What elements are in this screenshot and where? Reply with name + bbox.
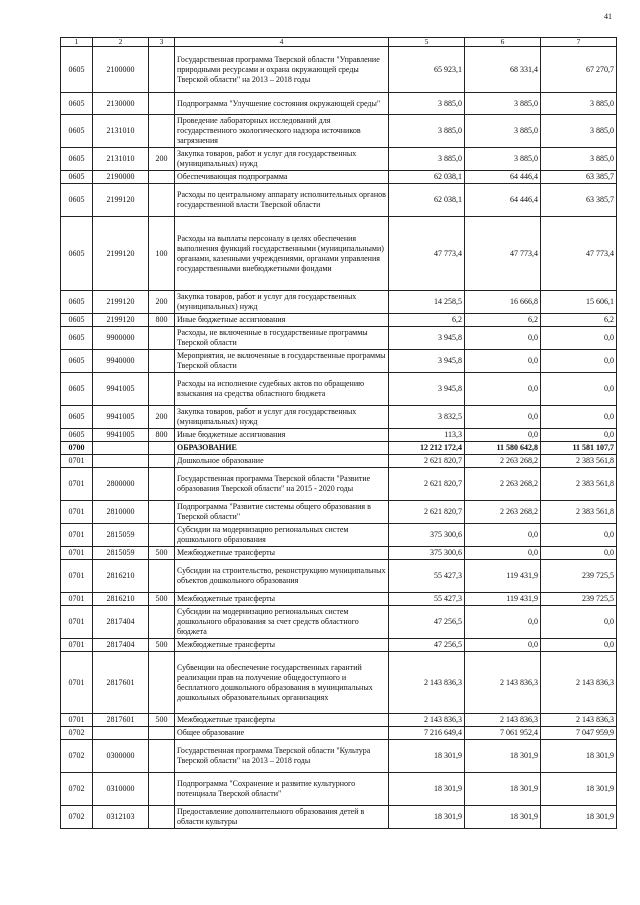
table-row	[61, 593, 617, 606]
amount-col5: 2 143 836,3	[389, 714, 465, 727]
section-code: 0605	[61, 350, 93, 373]
item-description: Субсидии на строительство, реконструкцию муниципальных объектов дошкольного образования	[175, 560, 389, 593]
amount-col7: 0,0	[541, 524, 617, 547]
section-code: 0702	[61, 740, 93, 773]
amount-col7: 63 385,7	[541, 184, 617, 217]
amount-col6: 16 666,8	[465, 291, 541, 314]
amount-col5: 3 832,5	[389, 406, 465, 429]
section-code: 0701	[61, 455, 93, 468]
target-code: 9941005	[93, 373, 149, 406]
item-description: Подпрограмма "Развитие системы общего образования в Тверской области"	[175, 501, 389, 524]
item-description: Субсидии на модернизацию региональных систем дошкольного образования	[175, 524, 389, 547]
amount-col6: 0,0	[465, 350, 541, 373]
table-row	[61, 806, 617, 829]
expense-type	[149, 350, 175, 373]
amount-col5: 12 212 172,4	[389, 442, 465, 455]
item-description: Подпрограмма "Улучшение состояния окружающей среды"	[175, 93, 389, 115]
amount-col6: 0,0	[465, 639, 541, 652]
amount-col6: 0,0	[465, 606, 541, 639]
section-code: 0701	[61, 639, 93, 652]
table-row	[61, 93, 617, 115]
amount-col6: 68 331,4	[465, 47, 541, 93]
target-code: 2815059	[93, 547, 149, 560]
amount-col6: 0,0	[465, 373, 541, 406]
amount-col6: 18 301,9	[465, 806, 541, 829]
amount-col5: 3 945,8	[389, 350, 465, 373]
amount-col7: 0,0	[541, 373, 617, 406]
amount-col5: 3 885,0	[389, 148, 465, 171]
amount-col6: 0,0	[465, 547, 541, 560]
target-code: 2199120	[93, 291, 149, 314]
table-row	[61, 373, 617, 406]
expense-type	[149, 373, 175, 406]
amount-col5: 2 621 820,7	[389, 468, 465, 501]
section-code: 0605	[61, 171, 93, 184]
amount-col5: 62 038,1	[389, 171, 465, 184]
item-description: Субвенции на обеспечение государственных гарантий реализации прав на получение общедоступного и бесплатного дошкольного образования в муниципальных дошкольных образовательных организациях	[175, 652, 389, 714]
expense-type	[149, 327, 175, 350]
amount-col7: 0,0	[541, 327, 617, 350]
table-row	[61, 639, 617, 652]
amount-col7: 2 383 561,8	[541, 468, 617, 501]
amount-col6: 2 143 836,3	[465, 714, 541, 727]
amount-col7: 18 301,9	[541, 773, 617, 806]
expense-type	[149, 773, 175, 806]
item-description: Иные бюджетные ассигнования	[175, 314, 389, 327]
header-cell: 5	[389, 38, 465, 47]
target-code: 2131010	[93, 148, 149, 171]
expense-type	[149, 740, 175, 773]
amount-col6: 2 263 268,2	[465, 501, 541, 524]
expense-type	[149, 606, 175, 639]
target-code: 2817404	[93, 639, 149, 652]
target-code: 0310000	[93, 773, 149, 806]
item-description: Государственная программа Тверской области "Управление природными ресурсами и охрана окружающей среды Тверской области" на 2013 – 2018 годы	[175, 47, 389, 93]
table-row	[61, 184, 617, 217]
amount-col7: 2 383 561,8	[541, 455, 617, 468]
amount-col6: 3 885,0	[465, 148, 541, 171]
budget-table	[60, 37, 617, 829]
amount-col6: 2 143 836,3	[465, 652, 541, 714]
section-code: 0701	[61, 560, 93, 593]
item-description: Государственная программа Тверской области "Культура Тверской области" на 2013 – 2018 годы	[175, 740, 389, 773]
section-code: 0605	[61, 406, 93, 429]
amount-col5: 375 300,6	[389, 547, 465, 560]
header-cell: 2	[93, 38, 149, 47]
amount-col5: 2 621 820,7	[389, 455, 465, 468]
target-code: 2130000	[93, 93, 149, 115]
section-code: 0605	[61, 314, 93, 327]
target-code: 2199120	[93, 184, 149, 217]
target-code	[93, 727, 149, 740]
table-row	[61, 47, 617, 93]
target-code: 2199120	[93, 217, 149, 291]
item-description: Расходы на выплаты персоналу в целях обеспечения выполнения функций государственными (муниципальными) органами, казенными учреждениями, органами управления государственными внебюджетными фондами	[175, 217, 389, 291]
section-code: 0702	[61, 773, 93, 806]
target-code: 2190000	[93, 171, 149, 184]
header-cell: 3	[149, 38, 175, 47]
target-code: 9941005	[93, 406, 149, 429]
target-code: 0312103	[93, 806, 149, 829]
expense-type: 200	[149, 148, 175, 171]
expense-type	[149, 47, 175, 93]
amount-col6: 64 446,4	[465, 184, 541, 217]
amount-col5: 3 885,0	[389, 115, 465, 148]
expense-type	[149, 468, 175, 501]
item-description: Субсидии на модернизацию региональных систем дошкольного образования за счет средств областного бюджета	[175, 606, 389, 639]
amount-col7: 239 725,5	[541, 593, 617, 606]
amount-col5: 113,3	[389, 429, 465, 442]
target-code	[93, 442, 149, 455]
amount-col7: 18 301,9	[541, 806, 617, 829]
amount-col5: 3 885,0	[389, 93, 465, 115]
amount-col6: 0,0	[465, 406, 541, 429]
amount-col5: 47 256,5	[389, 639, 465, 652]
expense-type: 500	[149, 547, 175, 560]
item-description: Расходы на исполнение судебных актов по обращению взыскания на средства областного бюджета	[175, 373, 389, 406]
expense-type: 500	[149, 593, 175, 606]
expense-type: 200	[149, 291, 175, 314]
item-description: Межбюджетные трансферты	[175, 639, 389, 652]
expense-type	[149, 171, 175, 184]
page-number: 41	[604, 12, 612, 21]
item-description: Иные бюджетные ассигнования	[175, 429, 389, 442]
amount-col7: 3 885,0	[541, 115, 617, 148]
table-row	[61, 406, 617, 429]
section-code: 0702	[61, 806, 93, 829]
expense-type	[149, 560, 175, 593]
amount-col5: 14 258,5	[389, 291, 465, 314]
amount-col6: 6,2	[465, 314, 541, 327]
expense-type	[149, 442, 175, 455]
target-code: 2817601	[93, 714, 149, 727]
expense-type: 100	[149, 217, 175, 291]
section-code: 0605	[61, 47, 93, 93]
amount-col6: 18 301,9	[465, 740, 541, 773]
header-cell: 6	[465, 38, 541, 47]
target-code: 2817404	[93, 606, 149, 639]
amount-col7: 0,0	[541, 606, 617, 639]
table-row	[61, 652, 617, 714]
amount-col6: 64 446,4	[465, 171, 541, 184]
amount-col5: 55 427,3	[389, 593, 465, 606]
table-row	[61, 560, 617, 593]
amount-col6: 119 431,9	[465, 593, 541, 606]
target-code: 9900000	[93, 327, 149, 350]
table-row	[61, 468, 617, 501]
amount-col7: 11 581 107,7	[541, 442, 617, 455]
section-code: 0702	[61, 727, 93, 740]
item-description: Подпрограмма "Сохранение и развитие культурного потенциала Тверской области"	[175, 773, 389, 806]
amount-col7: 18 301,9	[541, 740, 617, 773]
expense-type: 500	[149, 639, 175, 652]
amount-col5: 55 427,3	[389, 560, 465, 593]
section-code: 0605	[61, 373, 93, 406]
amount-col5: 7 216 649,4	[389, 727, 465, 740]
item-description: Закупка товаров, работ и услуг для государственных (муниципальных) нужд	[175, 148, 389, 171]
target-code: 2810000	[93, 501, 149, 524]
amount-col7: 0,0	[541, 547, 617, 560]
expense-type: 500	[149, 714, 175, 727]
amount-col7: 0,0	[541, 429, 617, 442]
item-description: Общее образование	[175, 727, 389, 740]
section-code: 0605	[61, 291, 93, 314]
item-description: Государственная программа Тверской области "Развитие образования Тверской области" на 2015 - 2020 годы	[175, 468, 389, 501]
item-description: ОБРАЗОВАНИЕ	[175, 442, 389, 455]
section-code: 0701	[61, 468, 93, 501]
amount-col6: 3 885,0	[465, 115, 541, 148]
expense-type	[149, 501, 175, 524]
item-description: Проведение лабораторных исследований для государственного экологического надзора источников загрязнения	[175, 115, 389, 148]
amount-col7: 0,0	[541, 406, 617, 429]
item-description: Межбюджетные трансферты	[175, 593, 389, 606]
item-description: Межбюджетные трансферты	[175, 547, 389, 560]
target-code: 0300000	[93, 740, 149, 773]
table-row	[61, 442, 617, 455]
item-description: Закупка товаров, работ и услуг для государственных (муниципальных) нужд	[175, 291, 389, 314]
expense-type: 800	[149, 314, 175, 327]
section-code: 0605	[61, 429, 93, 442]
target-code: 2815059	[93, 524, 149, 547]
table-row	[61, 524, 617, 547]
item-description: Обеспечивающая подпрограмма	[175, 171, 389, 184]
table-row	[61, 171, 617, 184]
expense-type	[149, 93, 175, 115]
amount-col5: 65 923,1	[389, 47, 465, 93]
amount-col7: 6,2	[541, 314, 617, 327]
amount-col6: 2 263 268,2	[465, 468, 541, 501]
expense-type: 200	[149, 406, 175, 429]
header-cell: 4	[175, 38, 389, 47]
table-row	[61, 455, 617, 468]
item-description: Закупка товаров, работ и услуг для государственных (муниципальных) нужд	[175, 406, 389, 429]
section-code: 0605	[61, 184, 93, 217]
table-row	[61, 606, 617, 639]
target-code: 2100000	[93, 47, 149, 93]
item-description: Расходы по центральному аппарату исполнительных органов государственной власти Тверской области	[175, 184, 389, 217]
expense-type	[149, 184, 175, 217]
target-code: 9940000	[93, 350, 149, 373]
item-description: Расходы, не включенные в государственные программы Тверской области	[175, 327, 389, 350]
target-code: 2816210	[93, 560, 149, 593]
expense-type	[149, 524, 175, 547]
section-code: 0701	[61, 606, 93, 639]
table-row	[61, 714, 617, 727]
amount-col7: 2 143 836,3	[541, 652, 617, 714]
amount-col7: 47 773,4	[541, 217, 617, 291]
amount-col5: 3 945,8	[389, 327, 465, 350]
amount-col5: 18 301,9	[389, 806, 465, 829]
table-row	[61, 773, 617, 806]
header-cell: 7	[541, 38, 617, 47]
table-row	[61, 327, 617, 350]
section-code: 0605	[61, 93, 93, 115]
section-code: 0700	[61, 442, 93, 455]
amount-col6: 47 773,4	[465, 217, 541, 291]
item-description: Мероприятия, не включенные в государственные программы Тверской области	[175, 350, 389, 373]
table-row	[61, 148, 617, 171]
table-row	[61, 314, 617, 327]
target-code: 2131010	[93, 115, 149, 148]
item-description: Дошкольное образование	[175, 455, 389, 468]
table-row	[61, 291, 617, 314]
expense-type	[149, 727, 175, 740]
amount-col7: 0,0	[541, 639, 617, 652]
amount-col7: 7 047 959,9	[541, 727, 617, 740]
section-code: 0701	[61, 524, 93, 547]
item-description: Предоставление дополнительного образования детей в области культуры	[175, 806, 389, 829]
amount-col7: 2 383 561,8	[541, 501, 617, 524]
amount-col6: 119 431,9	[465, 560, 541, 593]
amount-col7: 3 885,0	[541, 93, 617, 115]
table-row	[61, 217, 617, 291]
amount-col5: 47 256,5	[389, 606, 465, 639]
amount-col5: 3 945,8	[389, 373, 465, 406]
expense-type	[149, 455, 175, 468]
target-code: 9941005	[93, 429, 149, 442]
table-row	[61, 727, 617, 740]
section-code: 0701	[61, 714, 93, 727]
amount-col7: 15 606,1	[541, 291, 617, 314]
section-code: 0605	[61, 327, 93, 350]
amount-col6: 7 061 952,4	[465, 727, 541, 740]
table-row	[61, 547, 617, 560]
amount-col6: 0,0	[465, 524, 541, 547]
amount-col6: 2 263 268,2	[465, 455, 541, 468]
table-row	[61, 501, 617, 524]
expense-type: 800	[149, 429, 175, 442]
amount-col6: 3 885,0	[465, 93, 541, 115]
expense-type	[149, 806, 175, 829]
expense-type	[149, 115, 175, 148]
amount-col7: 239 725,5	[541, 560, 617, 593]
amount-col5: 6,2	[389, 314, 465, 327]
amount-col7: 3 885,0	[541, 148, 617, 171]
target-code	[93, 455, 149, 468]
amount-col6: 18 301,9	[465, 773, 541, 806]
table-row	[61, 350, 617, 373]
target-code: 2817601	[93, 652, 149, 714]
section-code: 0605	[61, 148, 93, 171]
section-code: 0605	[61, 115, 93, 148]
amount-col5: 18 301,9	[389, 773, 465, 806]
section-code: 0701	[61, 652, 93, 714]
section-code: 0605	[61, 217, 93, 291]
amount-col5: 2 143 836,3	[389, 652, 465, 714]
table-row	[61, 115, 617, 148]
expense-type	[149, 652, 175, 714]
item-description: Межбюджетные трансферты	[175, 714, 389, 727]
section-code: 0701	[61, 501, 93, 524]
section-code: 0701	[61, 547, 93, 560]
amount-col6: 11 580 642,8	[465, 442, 541, 455]
amount-col7: 2 143 836,3	[541, 714, 617, 727]
target-code: 2199120	[93, 314, 149, 327]
amount-col5: 2 621 820,7	[389, 501, 465, 524]
target-code: 2816210	[93, 593, 149, 606]
amount-col6: 0,0	[465, 429, 541, 442]
amount-col5: 18 301,9	[389, 740, 465, 773]
header-cell: 1	[61, 38, 93, 47]
table-row	[61, 740, 617, 773]
amount-col5: 47 773,4	[389, 217, 465, 291]
amount-col7: 0,0	[541, 350, 617, 373]
section-code: 0701	[61, 593, 93, 606]
amount-col7: 67 270,7	[541, 47, 617, 93]
amount-col5: 375 300,6	[389, 524, 465, 547]
table-row	[61, 429, 617, 442]
amount-col6: 0,0	[465, 327, 541, 350]
target-code: 2800000	[93, 468, 149, 501]
amount-col5: 62 038,1	[389, 184, 465, 217]
amount-col7: 63 385,7	[541, 171, 617, 184]
table-header-row	[61, 38, 617, 47]
